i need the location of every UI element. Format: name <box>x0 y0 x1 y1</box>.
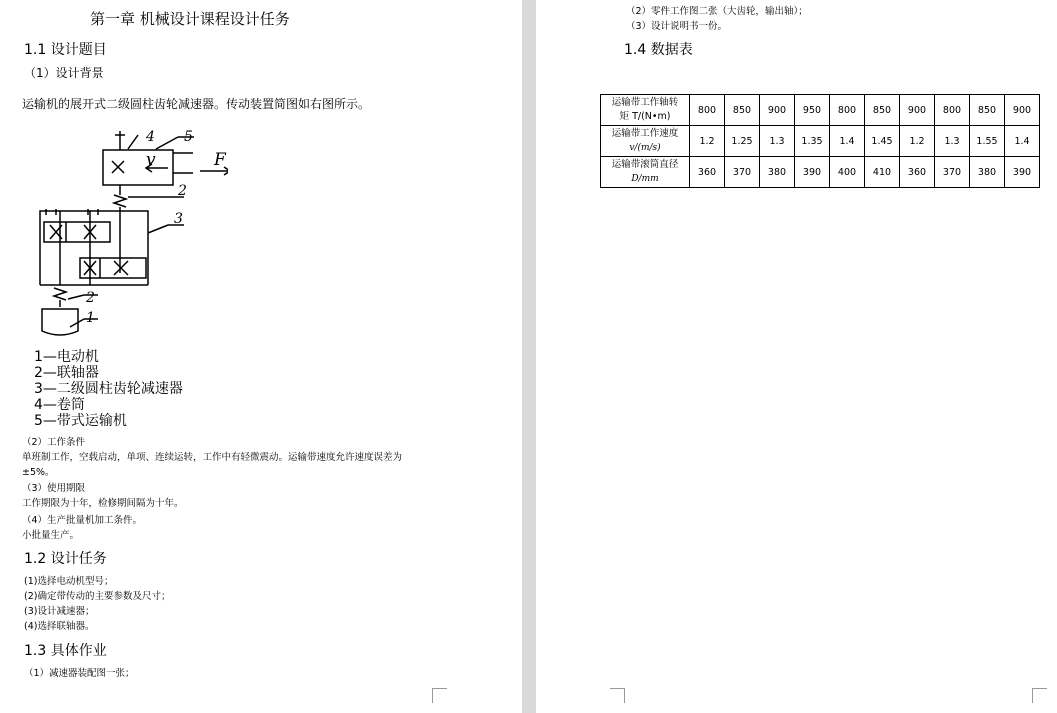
transmission-diagram <box>28 125 228 345</box>
legend-item: 3—二级圆柱齿轮减速器 <box>34 381 183 397</box>
table-cell: 370 <box>935 157 970 188</box>
document-page-left <box>0 0 522 713</box>
diagram-label-2-bottom: 2 <box>86 290 95 306</box>
speed-tolerance-text: ±5%。 <box>22 467 55 478</box>
table-cell: 360 <box>900 157 935 188</box>
diagram-label-5: 5 <box>184 129 193 145</box>
page-corner-mark <box>1032 688 1047 703</box>
table-cell: 400 <box>830 157 865 188</box>
chapter-title: 第一章 机械设计课程设计任务 <box>90 10 290 28</box>
section-heading-1-3: 1.3 具体作业 <box>24 643 107 659</box>
background-text: 运输机的展开式二级圆柱齿轮减速器。传动装置简图如右图所示。 <box>22 97 371 111</box>
section-heading-1-2: 1.2 设计任务 <box>24 551 107 567</box>
diagram-label-2-top: 2 <box>178 183 187 199</box>
row-header-torque: 运输带工作轴转 矩 T/(N•m) <box>601 95 690 126</box>
row-header-diameter: 运输带滚筒直径 D/mm <box>601 157 690 188</box>
table-cell: 850 <box>725 95 760 126</box>
table-cell: 950 <box>795 95 830 126</box>
table-cell: 1.4 <box>1005 126 1040 157</box>
task-item: (1)选择电动机型号； <box>24 576 114 587</box>
table-cell: 1.3 <box>760 126 795 157</box>
diagram-label-F: F <box>214 150 226 170</box>
table-cell: 380 <box>760 157 795 188</box>
table-cell: 800 <box>935 95 970 126</box>
table-cell: 850 <box>865 95 900 126</box>
table-cell: 390 <box>795 157 830 188</box>
table-cell: 900 <box>760 95 795 126</box>
assignment-item: （3）设计说明书一份。 <box>626 21 728 32</box>
legend-item: 5—带式运输机 <box>34 413 127 429</box>
legend-item: 4—卷筒 <box>34 397 85 413</box>
table-cell: 1.2 <box>690 126 725 157</box>
diagram-label-1: 1 <box>86 310 95 326</box>
table-row <box>601 95 1040 126</box>
section-heading-1-1: 1.1 设计题目 <box>24 42 107 58</box>
table-row <box>601 126 1040 157</box>
service-life-text: 工作期限为十年，检修期间隔为十年。 <box>22 498 184 509</box>
assignment-item: （2）零件工作图二张（大齿轮，输出轴）； <box>626 6 808 17</box>
diagram-label-3: 3 <box>174 211 183 227</box>
table-cell: 1.45 <box>865 126 900 157</box>
legend-item: 1—电动机 <box>34 349 99 365</box>
assignment-item: （1）减速器装配图一张； <box>24 668 135 679</box>
work-conditions-text: 单班制工作，空载启动，单项、连续运转，工作中有轻微震动。运输带速度允许速度误差为 <box>22 452 403 463</box>
table-cell: 360 <box>690 157 725 188</box>
document-page-right <box>536 0 1057 713</box>
work-conditions-heading: （2）工作条件 <box>22 437 86 448</box>
task-item: (3)设计减速器； <box>24 606 95 617</box>
task-item: (4)选择联轴器。 <box>24 621 95 632</box>
table-cell: 370 <box>725 157 760 188</box>
service-life-heading: （3）使用期限 <box>22 483 86 494</box>
table-cell: 1.35 <box>795 126 830 157</box>
table-cell: 1.25 <box>725 126 760 157</box>
row-header-speed: 运输带工作速度 v/(m/s) <box>601 126 690 157</box>
page-gutter <box>522 0 536 713</box>
diagram-label-4: 4 <box>146 129 155 145</box>
data-table <box>600 94 1040 188</box>
table-cell: 850 <box>970 95 1005 126</box>
table-cell: 800 <box>830 95 865 126</box>
table-cell: 1.3 <box>935 126 970 157</box>
table-cell: 410 <box>865 157 900 188</box>
diagram-legend <box>34 349 183 429</box>
table-cell: 380 <box>970 157 1005 188</box>
section-heading-1-4: 1.4 数据表 <box>624 42 693 58</box>
table-cell: 1.2 <box>900 126 935 157</box>
table-cell: 900 <box>1005 95 1040 126</box>
diagram-label-v: v <box>146 150 156 170</box>
production-text: 小批量生产。 <box>22 530 80 541</box>
table-row <box>601 157 1040 188</box>
page-corner-mark <box>610 688 625 703</box>
task-item: (2)确定带传动的主要参数及尺寸； <box>24 591 171 602</box>
table-cell: 800 <box>690 95 725 126</box>
table-cell: 900 <box>900 95 935 126</box>
production-heading: （4）生产批量机加工条件。 <box>22 515 143 526</box>
table-cell: 1.4 <box>830 126 865 157</box>
table-cell: 1.55 <box>970 126 1005 157</box>
table-cell: 390 <box>1005 157 1040 188</box>
legend-item: 2—联轴器 <box>34 365 99 381</box>
page-corner-mark <box>432 688 447 703</box>
background-heading: （1）设计背景 <box>24 66 104 80</box>
